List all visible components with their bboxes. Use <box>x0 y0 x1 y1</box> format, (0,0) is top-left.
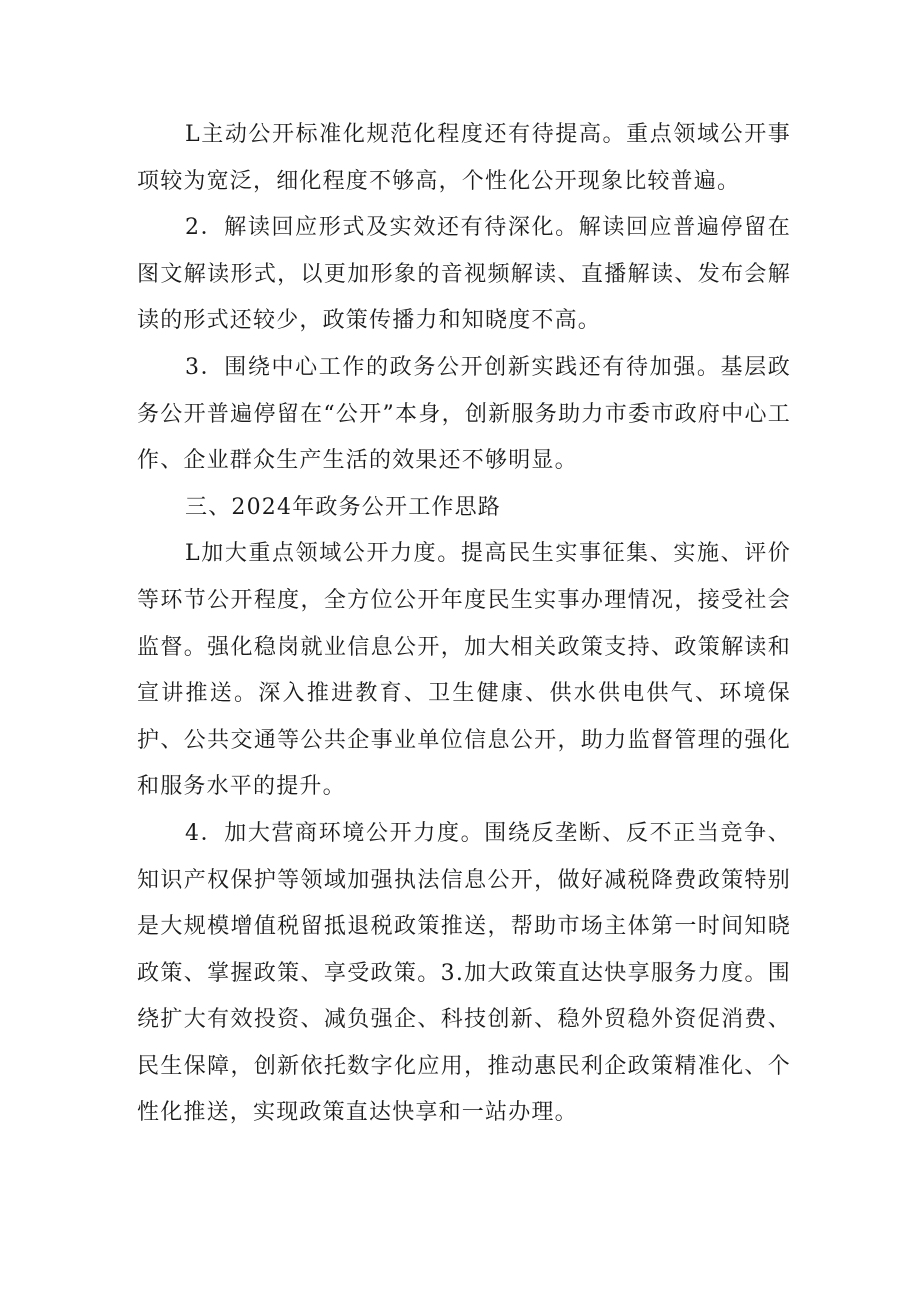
paragraph-innovation-practice: 3．围绕中心工作的政务公开创新实践还有待加强。基层政务公开普遍停留在“公开”本身，创新服务助力市委市政府中心工作、企业群众生产生活的效果还不够明显。 <box>137 354 791 474</box>
paragraph-key-areas: L加大重点领域公开力度。提高民生实事征集、实施、评价等环节公开程度，全方位公开年度民生实事办理情况，接受社会监督。强化稳岗就业信息公开，加大相关政策支持、政策解读和宣讲推送。深入推进教育、卫生健康、供水供电供气、环境保护、公共交通等公共企事业单位信息公开，助力监督管理的强化和服务水平的提升。 <box>137 541 791 800</box>
paragraph-business-environment: 4．加大营商环境公开力度。围绕反垄断、反不正当竞争、知识产权保护等领域加强执法信息公开，做好减税降费政策特别是大规模增值税留抵退税政策推送，帮助市场主体第一时间知晓政策、掌握政策、享受政策。3.加大政策直达快享服务力度。围绕扩大有效投资、减负强企、科技创新、稳外贸稳外资促消费、民生保障，创新依托数字化应用，推动惠民利企政策精准化、个性化推送，实现政策直达快享和一站办理。 <box>137 820 791 1126</box>
document-page <box>137 112 791 1137</box>
paragraph-interpretation: 2．解读回应形式及实效还有待深化。解读回应普遍停留在图文解读形式，以更加形象的音视频解读、直播解读、发布会解读的形式还较少，政策传播力和知晓度不高。 <box>137 215 791 334</box>
paragraph-standardization: L主动公开标准化规范化程度还有待提高。重点领域公开事项较为宽泛，细化程度不够高，个性化公开现象比较普遍。 <box>137 122 791 194</box>
section-heading-2024-plan: 三、2024年政务公开工作思路 <box>185 494 501 520</box>
